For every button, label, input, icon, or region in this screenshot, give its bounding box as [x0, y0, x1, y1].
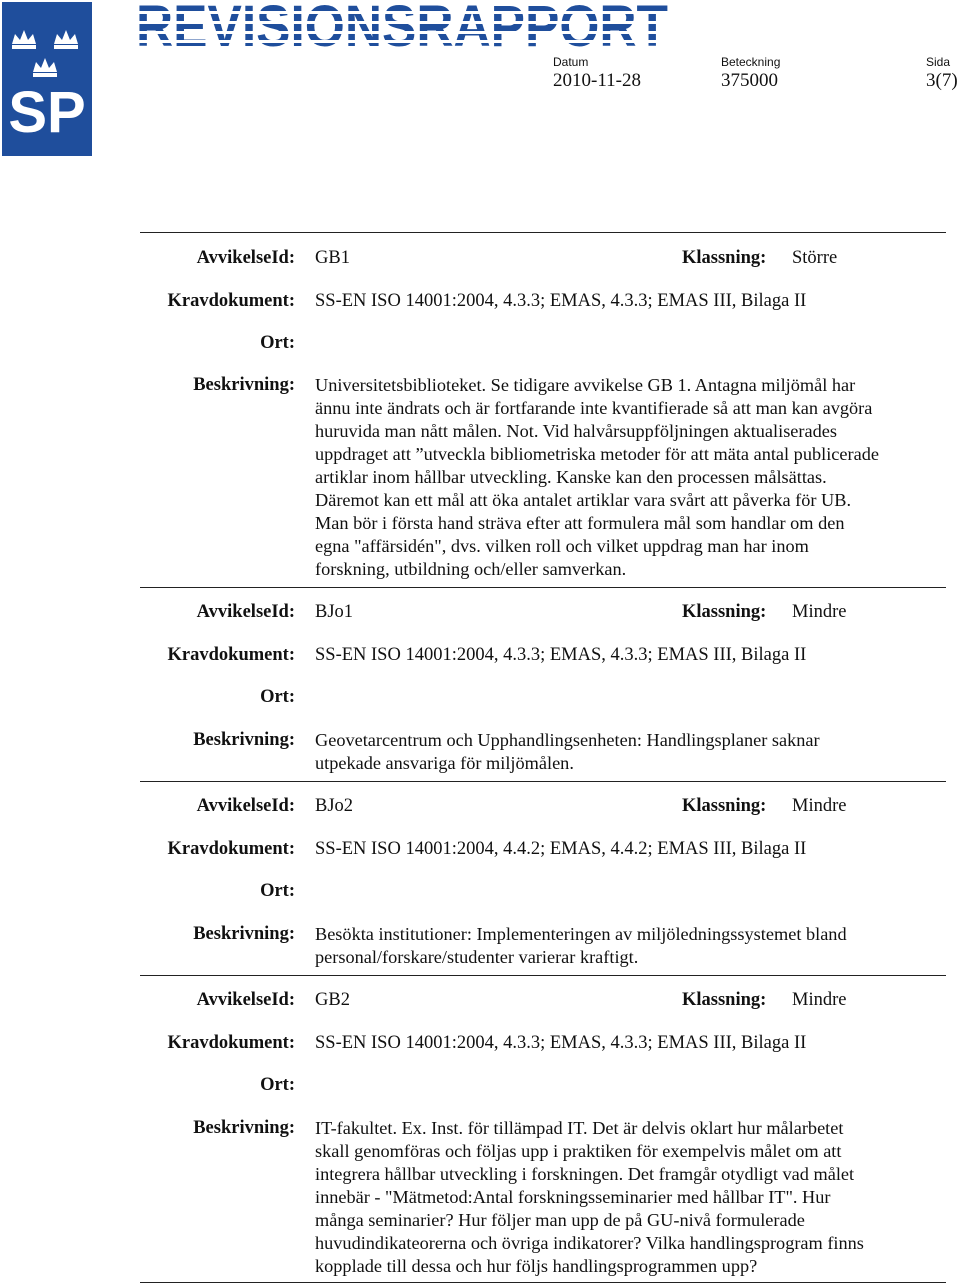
klassning-value: Mindre — [792, 602, 847, 622]
beteckning-label: Beteckning — [721, 55, 781, 69]
kravdokument-label: Kravdokument: — [167, 1033, 295, 1053]
ort-label: Ort: — [260, 687, 295, 707]
beteckning-block — [721, 55, 780, 92]
beskrivning-text: Universitetsbiblioteket. Se tidigare avvikelse GB 1. Antagna miljömål har ännu inte ändrats och är fortfarande inte kvantifierade så att man kan avgöra huruvida man nått målen. Not. Vid halvårsuppföljningen aktualiserades uppdraget att ”utveckla bibliometriska metoder för att mäta antal publicerade artiklar inom hållbar utveckling. Kanske kan den processen målsättas. Däremot kan ett mål att öka antalet artiklar vara svårt att påverka för UB. Man bör i första hand sträva efter att formulera mål som handlar om den egna "affärsidén", dvs. vilken roll och vilket uppdrag man har inom forskning, utbildning och/eller samverkan. — [315, 375, 879, 579]
avvikelse-label: AvvikelseId: — [196, 990, 295, 1010]
deviation-id: GB1 — [315, 248, 350, 268]
deviation-id: BJo1 — [315, 602, 354, 622]
divider — [140, 781, 946, 782]
divider — [140, 1282, 946, 1283]
kravdokument-value: SS-EN ISO 14001:2004, 4.3.3; EMAS, 4.3.3; EMAS III, Bilaga II — [315, 291, 807, 311]
klassning-value: Mindre — [792, 796, 847, 816]
beskrivning-label: Beskrivning: — [193, 1118, 295, 1138]
banner-title — [136, 0, 671, 48]
klassning-label: Klassning: — [682, 796, 767, 816]
klassning-value: Mindre — [792, 990, 847, 1010]
klassning-label: Klassning: — [682, 248, 767, 268]
kravdokument-value: SS-EN ISO 14001:2004, 4.3.3; EMAS, 4.3.3; EMAS III, Bilaga II — [315, 645, 807, 665]
deviation-id-row — [0, 601, 960, 625]
deviation-id: GB2 — [315, 990, 350, 1010]
ort-label: Ort: — [260, 333, 295, 353]
divider — [140, 587, 946, 588]
klassning-label: Klassning: — [682, 990, 767, 1010]
deviation-id-row — [0, 989, 960, 1013]
beskrivning-label: Beskrivning: — [193, 375, 295, 395]
logo-text: SP — [8, 80, 86, 145]
avvikelse-label: AvvikelseId: — [196, 248, 295, 268]
beskrivning-label-row — [0, 923, 300, 947]
ort-label: Ort: — [260, 881, 295, 901]
beskrivning-text: Geovetarcentrum och Upphandlingsenheten: Handlingsplaner saknar utpekade ansvariga för miljömålen. — [315, 730, 820, 773]
datum-label: Datum — [553, 55, 589, 69]
beskrivning-label-row — [0, 374, 300, 398]
beskrivning-label-row — [0, 1117, 300, 1141]
beskrivning-text: Besökta institutioner: Implementeringen av miljöledningssystemet bland personal/forskare/studenter varierar kraftigt. — [315, 924, 847, 967]
avvikelse-label: AvvikelseId: — [196, 796, 295, 816]
ort-label: Ort: — [260, 1075, 295, 1095]
avvikelse-label: AvvikelseId: — [196, 602, 295, 622]
beskrivning-label-row — [0, 729, 300, 753]
kravdokument-row — [0, 644, 960, 668]
beskrivning-text: IT-fakultet. Ex. Inst. för tillämpad IT. Det är delvis oklart hur målarbetet skall genomföras och följas upp i praktiken för exempelvis målet om att integrera hållbar utveckling i forskningen. Det framgår otydligt vad målet innebär - "Mätmetod:Antal forskningsseminarier med hållbar IT". Hur många seminarier? Hur följer man upp de på GU-nivå formulerade huvudindikateorerna och övriga indikatorer? Vilka handlingsprogram finns kopplade till dessa och hur följs handlingsprogrammen upp? — [315, 1118, 864, 1276]
datum-block — [553, 55, 641, 92]
beteckning-value: 375000 — [721, 70, 778, 91]
klassning-label: Klassning: — [682, 602, 767, 622]
kravdokument-row — [0, 838, 960, 862]
deviation-id: BJo2 — [315, 796, 354, 816]
kravdokument-label: Kravdokument: — [167, 291, 295, 311]
ort-row — [0, 332, 960, 356]
divider — [140, 975, 946, 976]
deviation-id-row — [0, 247, 960, 271]
kravdokument-row — [0, 1032, 960, 1056]
ort-row — [0, 1074, 960, 1098]
klassning-value: Större — [792, 248, 838, 268]
beskrivning-label: Beskrivning: — [193, 730, 295, 750]
kravdokument-label: Kravdokument: — [167, 645, 295, 665]
sida-value: 3(7) — [926, 70, 958, 91]
beskrivning-label: Beskrivning: — [193, 924, 295, 944]
sp-logo — [2, 2, 92, 156]
datum-value: 2010-11-28 — [553, 70, 641, 91]
kravdokument-label: Kravdokument: — [167, 839, 295, 859]
ort-row — [0, 880, 960, 904]
kravdokument-row — [0, 290, 960, 314]
divider — [140, 232, 946, 233]
kravdokument-value: SS-EN ISO 14001:2004, 4.4.2; EMAS, 4.4.2; EMAS III, Bilaga II — [315, 839, 807, 859]
sida-label: Sida — [926, 55, 951, 69]
ort-row — [0, 686, 960, 710]
sida-block — [926, 55, 958, 92]
deviation-id-row — [0, 795, 960, 819]
kravdokument-value: SS-EN ISO 14001:2004, 4.3.3; EMAS, 4.3.3; EMAS III, Bilaga II — [315, 1033, 807, 1053]
